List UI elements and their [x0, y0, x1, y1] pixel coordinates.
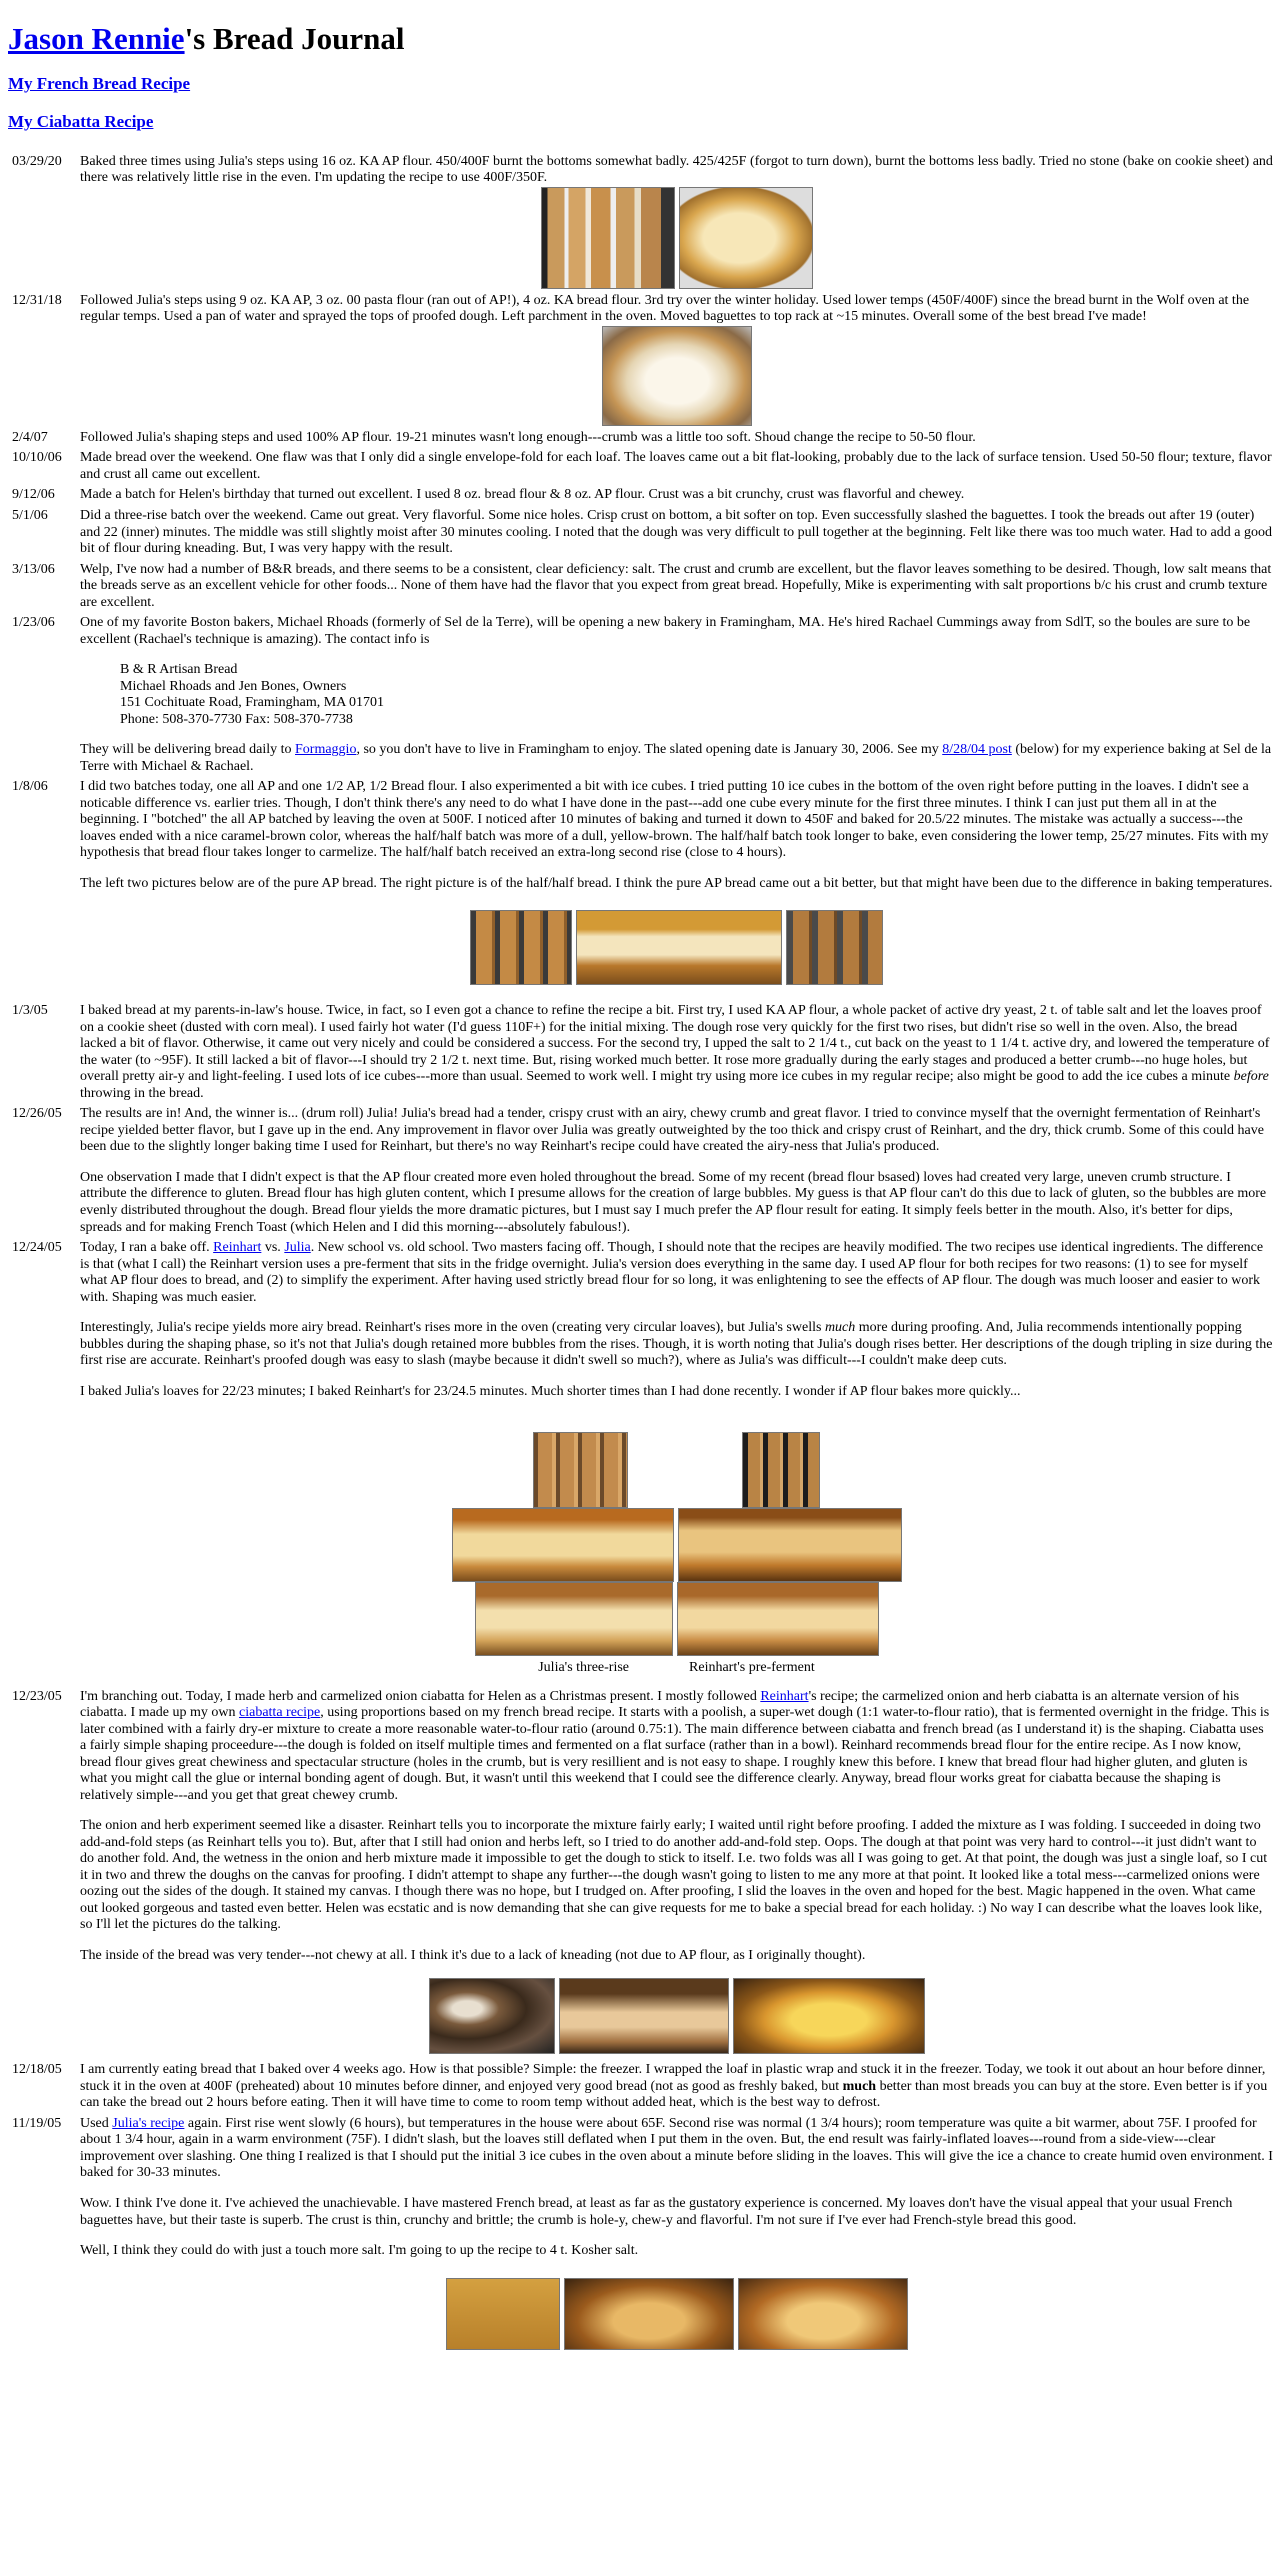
bakery-address: [120, 662, 1273, 728]
entry-body: [79, 1239, 1274, 1686]
french-recipe-heading: [8, 74, 1276, 94]
photo-row: [80, 910, 1273, 985]
journal-entry: [10, 507, 1274, 559]
entry-body: [79, 1002, 1274, 1103]
photo-row: [80, 1432, 1273, 1508]
julia-recipe-link[interactable]: Julia's recipe: [112, 2115, 185, 2131]
reinhart-link[interactable]: Reinhart: [213, 1240, 262, 1256]
entry-text: Made bread over the weekend. One flaw was that I only did a single envelope-fold for each loaf. The loaves came out a bit flat-looking, probably due to the lack of surface tension. Used 50-50 flour; texture, flavor and crust all came out excellent.: [80, 450, 1272, 482]
photo-row: [80, 1508, 1273, 1582]
journal-entry: [10, 2061, 1274, 2113]
entry-date: 9/12/06: [12, 487, 55, 503]
text-run: They will be delivering bread daily to: [80, 742, 295, 758]
text-run: , so you don't have to live in Framingham to enjoy. The slated opening date is January 30, 2006. See my: [356, 742, 943, 758]
entry-date: 12/18/05: [12, 2062, 62, 2078]
emphasis: much: [842, 2078, 877, 2094]
text-run: Interestingly, Julia's recipe yields more airy bread. Reinhart's rises more in the oven (creating very circular loaves), but Julia's swells: [80, 1320, 825, 1336]
photo-row: [80, 187, 1273, 289]
bread-photo: [738, 2278, 908, 2350]
photo-caption: Reinhart's pre-ferment: [689, 1660, 815, 1676]
loaf-end-photo: [679, 187, 813, 289]
journal-entry: [10, 292, 1274, 427]
ciabatta-recipe-heading: [8, 112, 1276, 132]
text-run: vs.: [261, 1240, 285, 1256]
photo-row: [80, 2278, 1273, 2350]
journal-entry: [10, 614, 1274, 776]
entry-paragraph: Wow. I think I've done it. I've achieved the unachievable. I have mastered French bread, at least as far as the gustatory experience is concerned. My loaves don't have the visual appeal that your usual French baguettes have, but their taste is superb. The crust is thin, crunchy and brittle; the crumb is hole-y, chew-y and flavorful. I'm not sure if I've ever had French-style bread this good.: [80, 2196, 1233, 2228]
entry-paragraph: The left two pictures below are of the pure AP bread. The right picture is of the half/half bread. I think the pure AP bread came out a bit better, but that might have been due to the difference in baking temperatures.: [80, 875, 1273, 891]
photo-row: [80, 1582, 1273, 1656]
text-run: (below) for my experience baking at Sel de la Terre with Michael & Rachael.: [80, 742, 1272, 774]
post-link[interactable]: 8/28/04 post: [942, 742, 1012, 758]
entry-date: 11/19/05: [12, 2115, 62, 2131]
text-run: Today, I ran a bake off.: [80, 1240, 214, 1256]
crumb-photo: [452, 1508, 674, 1582]
entry-text: Followed Julia's steps using 9 oz. KA AP, 3 oz. 00 pasta flour (ran out of AP!), 4 oz. KA bread flour. 3rd try over the winter holiday. Used lower temps (450F/400F) since the bread burnt in the Wolf oven at the regular temps. Used a pan of water and sprayed the tops of proofed dough. Left parchment in the oven. Moved baguettes to top rack at ~15 minutes. Overall some of the best bread I've made!: [80, 292, 1250, 325]
baguettes-photo: [533, 1432, 628, 1508]
entry-paragraph: [80, 1320, 1273, 1370]
journal-entry: [10, 1002, 1274, 1103]
text-run: better than most breads you can buy at the store. Even better is if you can take the bread out 2 hours before eating. Then it will have time to come to room temp without added heat, which is the best way to defrost.: [80, 2078, 1268, 2111]
reinhart-link[interactable]: Reinhart: [760, 1688, 809, 1704]
photo-row: [80, 326, 1273, 426]
journal-entry: [10, 1688, 1274, 2060]
journal-entry: [10, 1239, 1274, 1686]
bread-photo: [446, 2278, 560, 2350]
emphasis: before: [1233, 1069, 1269, 1085]
entry-body: [79, 1105, 1274, 1237]
entry-paragraph: [80, 742, 1273, 775]
entry-body: [79, 153, 1274, 290]
entry-body: [79, 778, 1274, 1000]
entry-paragraph: [80, 1240, 1273, 1306]
journal-entry: [10, 561, 1274, 613]
entry-paragraph: [80, 2116, 1273, 2182]
bread-photo: [564, 2278, 734, 2350]
ciabatta-recipe-inline-link[interactable]: ciabatta recipe: [239, 1705, 321, 1721]
entry-text: Followed Julia's shaping steps and used 100% AP flour. 19-21 minutes wasn't long enough---crumb was a little too soft. Shoud change the recipe to 50-50 flour.: [80, 429, 976, 445]
address-line: B & R Artisan Bread: [120, 662, 238, 678]
crumb-photo: [678, 1508, 902, 1582]
ciabatta-photo: [733, 1978, 925, 2054]
journal-entry: [10, 2115, 1274, 2351]
entry-text: Baked three times using Julia's steps using 16 oz. KA AP flour. 450/400F burnt the bottoms somewhat badly. 425/425F (forgot to turn down), burnt the bottoms less badly. Tried no stone (bake on cookie sheet) and there was relatively little rise in the even. I'm updating the recipe to use 400F/350F.: [80, 153, 1273, 186]
journal-entry: [10, 153, 1274, 290]
text-run: again. First rise went slowly (6 hours), but temperatures in the house were about 65F. Second rise was normal (1 3/4 hours); room temperature was quite a bit warmer, about 75F. I proofed for about 1 3/4 hour, again in a warm environment (75F). I didn't slash, but the loaves still deflated when I put them in the oven. But, the end result was fairly-inflated loaves---round from a side-view---clear improvement over slashing. One thing I realized is that I should put the initial 3 ice cubes in the oven about a minute before sliding in the loaves. This will give the ice a chance to create humid oven environment. I baked for 30-33 minutes.: [80, 2115, 1273, 2181]
page-title-suffix: 's Bread Journal: [184, 21, 405, 56]
text-run: more during proofing. And, Julia recommends intentionally popping bubbles during the shaping phase, so it's not that Julia's dough retained more bubbles from the rises. Though, it is worth noting that Julia's dough rises better. Her descriptions of the dough tripling in size during the first rise are accurate. Reinhart's proofed dough was easy to slash (maybe because it didn't swell so much?), where as Julia's was difficult---I couldn't make deep cuts.: [80, 1320, 1273, 1369]
entry-paragraph: [80, 1689, 1273, 1805]
entry-date: 1/3/05: [12, 1003, 48, 1019]
journal-entry: [10, 429, 1274, 448]
journal-table: [8, 151, 1276, 2353]
ciabatta-photo: [429, 1978, 555, 2054]
entry-date: 12/31/18: [12, 292, 62, 308]
entry-text: Made a batch for Helen's birthday that turned out excellent. I used 8 oz. bread flour & 8 oz. AP flour. Crust was a bit crunchy, crust was flavorful and chewey.: [80, 487, 965, 503]
journal-entry: [10, 449, 1274, 484]
formaggio-link[interactable]: Formaggio: [295, 742, 357, 758]
entry-body: [79, 292, 1274, 427]
baguettes-photo: [742, 1432, 820, 1508]
entry-date: 1/8/06: [12, 779, 48, 795]
entry-body: [79, 614, 1274, 776]
text-run: , using proportions based on my french bread recipe. It starts with a poolish, a super-wet dough (1:1 water-to-flour ratio), that is fermented overnight in the fridge. This is later combined with a fairly dry-er mixture to create a more reasonable water-to-flour ratio (around 0.75:1). The main difference between ciabatta and french bread (as I understand it) is the shaping. Ciabatta uses a fairly simple shaping proceedure---the dough is folded on itself multiple times and fermented on a flat surface (rather than in a bowl). Reinhard recommends bread flour for the entire recipe. As I now know, bread flour gives great chewiness and spectacular structure (holes in the crumb, but is very resillient and is not easy to shape. I roughly knew this before. I knew that bread flour had higher gluten, and gluten is what you might call the glue or internal bonding agent of dough. But, it wasn't until this weekend that I could see the difference clearly. Anyway, bread flour works great for ciabatta because the shaping is relatively simple---and you get that great chewey crumb.: [80, 1705, 1270, 1803]
entry-date: 1/23/06: [12, 615, 55, 631]
photo-caption: Julia's three-rise: [538, 1660, 630, 1676]
text-run: I'm branching out. Today, I made herb and carmelized onion ciabatta for Helen as a Christmas present. I mostly followed: [80, 1688, 761, 1704]
text-run: Used: [80, 2115, 113, 2131]
photo-row: [80, 1978, 1273, 2054]
crumb-photo: [475, 1582, 673, 1656]
photo-captions: [80, 1660, 1273, 1677]
ciabatta-recipe-link[interactable]: My Ciabatta Recipe: [8, 112, 154, 132]
julia-link[interactable]: Julia: [284, 1240, 311, 1256]
entry-date: 12/23/05: [12, 1688, 62, 1704]
french-recipe-link[interactable]: My French Bread Recipe: [8, 74, 191, 94]
crumb-photo: [576, 910, 782, 985]
entry-text: Did a three-rise batch over the weekend. Came out great. Very flavorful. Some nice holes. Crisp crust on bottom, a bit softer on top. Even successfully slashed the baguettes. I took the breads out after 19 (outer) and 22 (inner) minutes. The middle was still slightly moist after 30 minutes cooling. I noted that the dough was very difficult to pull together at the beginning. Felt like there was too much water. Had to add a good bit of flour during kneading. But, I was very happy with the result.: [80, 508, 1272, 557]
text-run: . New school vs. old school. Two masters facing off. Though, I should note that the recipes are heavily modified. The two recipes use identical ingredients. The difference is that (what I call) the Reinhart version uses a pre-ferment that sits in the fridge overnight. Julia's version does everything in the same day. I used AP flour for both recipes for two reasons: (1) to see for myself what AP flour does to bread, and (2) to simplify the experiment. After having used strictly bread flour for so long, it was enlightening to see the effects of AP flour. The dough was much looser and easier to work with. Shaping was much easier.: [80, 1240, 1264, 1305]
journal-entry: [10, 1105, 1274, 1237]
text-run: throwing in the bread.: [80, 1085, 204, 1101]
text-run: 's recipe; the carmelized onion and herb ciabatta is an alternate version of his ciabatta. I made up my own: [80, 1688, 1240, 1721]
baguettes-photo: [541, 187, 675, 289]
text-run: I am currently eating bread that I baked over 4 weeks ago. How is that possible? Simple: the freezer. I wrapped the loaf in plastic wrap and stuck it in the freezer. Today, we took it out about an hour before dinner, stuck it in the oven at 400F (preheated) about 10 minutes before dinner, and enjoyed very good bread (not as good as freshly baked, but: [80, 2062, 1266, 2094]
journal-entry: [10, 778, 1274, 1000]
entry-date: 5/1/06: [12, 508, 48, 523]
entry-date: 3/13/06: [12, 561, 55, 577]
entry-body: [79, 2115, 1274, 2351]
entry-paragraph: I did two batches today, one all AP and one 1/2 AP, 1/2 Bread flour. I also experimented a bit with ice cubes. I tried putting 10 ice cubes in the bottom of the oven right before putting in the loaves. I didn't see a noticable difference vs. earlier tries. Though, I don't think there's any need to do what I have done in the past---add one cube every minute for the first three minutes. I think I can just put them all in at the beginning. I "botched" the all AP batched by leaving the oven at 500F. I noticed after 10 minutes of baking and turned it down to 450F and baked for 20.5/22 minutes. The mistake was actually a success---the loaves ended with a nice caramel-brown color, whereas the half/half batch was more of a dull, yellow-brown. The half/half batch took longer to bake, even considering the lower temp, 25/27 minutes. Fits with my hypothesis that bread flour takes longer to carmelize. The half/half batch received an extra-long second rise (close to 4 hours).: [80, 779, 1269, 861]
text-run: I baked bread at my parents-in-law's house. Twice, in fact, so I even got a chance to refine the recipe a bit. First try, I used KA AP flour, a whole packet of active dry yeast, 2 t. of table salt and let the loaves proof on a cookie sheet (dusted with corn meal). I used fairly hot water (I'd guess 110F+) for the initial mixing. The dough rose very quickly for the first two rises, but didn't rise so well in the oven. Also, the bread lacked a bit of flavor. Otherwise, it came out very nicely and could be considered a success. For the second try, I upped the salt to 2 1/4 t., cut back on the yeast to 1 1/4 t. active dry, and lowered the temperature of the water (to ~95F). It still lacked a bit of flavor---I should try 2 1/2 t. next time. But, rising worked much better. It rose more gradually during the early stages and produced a better crumb---no huge holes, but overall pretty air-y and light-feeling. I used lots of ice cubes---more than usual. Seemed to work well. I might try using more ice cubes in my regular recipe; also might be good to add the ice cubes a minute: [80, 1003, 1270, 1085]
entry-body: [79, 2061, 1274, 2113]
entry-paragraph: I baked Julia's loaves for 22/23 minutes; I baked Reinhart's for 23/24.5 minutes. Much shorter times than I had done recently. I wonder if AP flour bakes more quickly...: [80, 1383, 1021, 1399]
entry-text: Welp, I've now had a number of B&R breads, and there seems to be a consistent, clear deficiency: salt. The crust and crumb are excellent, but the flavor leaves something to be desired. Though, low salt means that the breads serve as an excellent vehicle for other foods... None of them have had the flavor that you expect from great bread. Hopefully, Mike is experimenting with salt proportions b/c his crust and crumb texture are excellent.: [80, 561, 1272, 610]
entry-paragraph: The results are in! And, the winner is... (drum roll) Julia! Julia's bread had a tender, crispy crust with an airy, chewy crumb and great flavor. I tried to convince myself that the overnight fermentation of Reinhart's recipe yielded better flavor, but I gave up in the end. Any improvement in flavor over Julia was greatly outweighted by the too thick and crispy crust of Reinhart, and the dry, thick crumb. Some of this could have been due to the slightly longer baking time I used for Reinhart, but there's no way Reinhart's recipe could have created the airy-ness that Julia's produced.: [80, 1106, 1264, 1155]
crumb-photo: [602, 326, 752, 426]
journal-entry: [10, 486, 1274, 505]
author-home-link[interactable]: Jason Rennie: [8, 21, 185, 56]
entry-date: 12/24/05: [12, 1240, 62, 1256]
entry-body: [79, 1688, 1274, 2060]
entry-paragraph: The inside of the bread was very tender---not chewy at all. I think it's due to a lack of kneading (not due to AP flour, as I originally thought).: [80, 1947, 866, 1963]
address-line: Phone: 508-370-7730 Fax: 508-370-7738: [120, 711, 353, 727]
entry-date: 2/4/07: [12, 429, 48, 445]
baguettes-photo: [470, 910, 572, 985]
entry-date: 03/29/20: [12, 153, 62, 169]
ciabatta-photo: [559, 1978, 729, 2054]
entry-paragraph: The onion and herb experiment seemed like a disaster. Reinhart tells you to incorporate the mixture fairly early; I waited until right before proofing. I added the mixture as I was folding. I succeeded in doing two add-and-fold steps (as Reinhart tells you to). But, after that I still had onion and herbs left, so I tried to do another add-and-fold step. Oops. The dough at that point was very hard to control---it just didn't want to do another fold. And, the wetness in the onion and herb mixture made it impossible to get the dough to stick to itself. I.e. two folds was all I was going to get. At that point, the dough was just a single loaf, so I cut it in two and threw the doughs on the canvas for proofing. I didn't attempt to shape any further---the dough wasn't going to listen to me any more at that point. It looked like a total mess---carmelized onions were oozing out the sides of the dough. It stained my canvas. I though there was no hope, but I trudged on. After proofing, I slid the loaves in the oven and hoped for the best. Magic happened in the oven. What came out looked gorgeous and tasted even better. Helen was ecstatic and is now demanding that she can give requests for me to bake a special bread for each holiday. :) No way I can describe what the loaves look like, so I'll let the pictures do the talking.: [80, 1818, 1268, 1933]
baguettes-photo: [786, 910, 883, 985]
entry-date: 10/10/06: [12, 450, 62, 466]
address-line: 151 Cochituate Road, Framingham, MA 01701: [120, 695, 385, 711]
page-title: [8, 22, 1276, 56]
entry-text: One of my favorite Boston bakers, Michael Rhoads (formerly of Sel de la Terre), will be opening a new bakery in Framingham, MA. He's hired Rachael Cummings away from SdlT, so the boules are sure to be excellent (Rachael's technique is amazing). The contact info is: [80, 615, 1251, 647]
entry-date: 12/26/05: [12, 1106, 62, 1122]
entry-paragraph: One observation I made that I didn't expect is that the AP flour created more even holed throughout the bread. Some of my recent (bread flour bsased) loves had created very large, uneven crumb structure. I attribute the difference to gluten. Bread flour has high gluten content, which I presume allows for the creation of large bubbles. My guess is that AP flour can't do this due to lack of gluten, so the bubbles are more evenly distributed throughout the dough. Bread flour yields the more dramatic pictures, but I must say I much prefer the AP flour result for eating. It simply feels better in the mouth. Also, it's better for dips, spreads and for making French Toast (which Helen and I did this morning---absolutely fabulous!).: [80, 1169, 1267, 1235]
crumb-photo: [677, 1582, 879, 1656]
address-line: Michael Rhoads and Jen Bones, Owners: [120, 678, 347, 694]
emphasis: much: [824, 1320, 856, 1336]
entry-paragraph: Well, I think they could do with just a touch more salt. I'm going to up the recipe to 4 t. Kosher salt.: [80, 2243, 639, 2259]
